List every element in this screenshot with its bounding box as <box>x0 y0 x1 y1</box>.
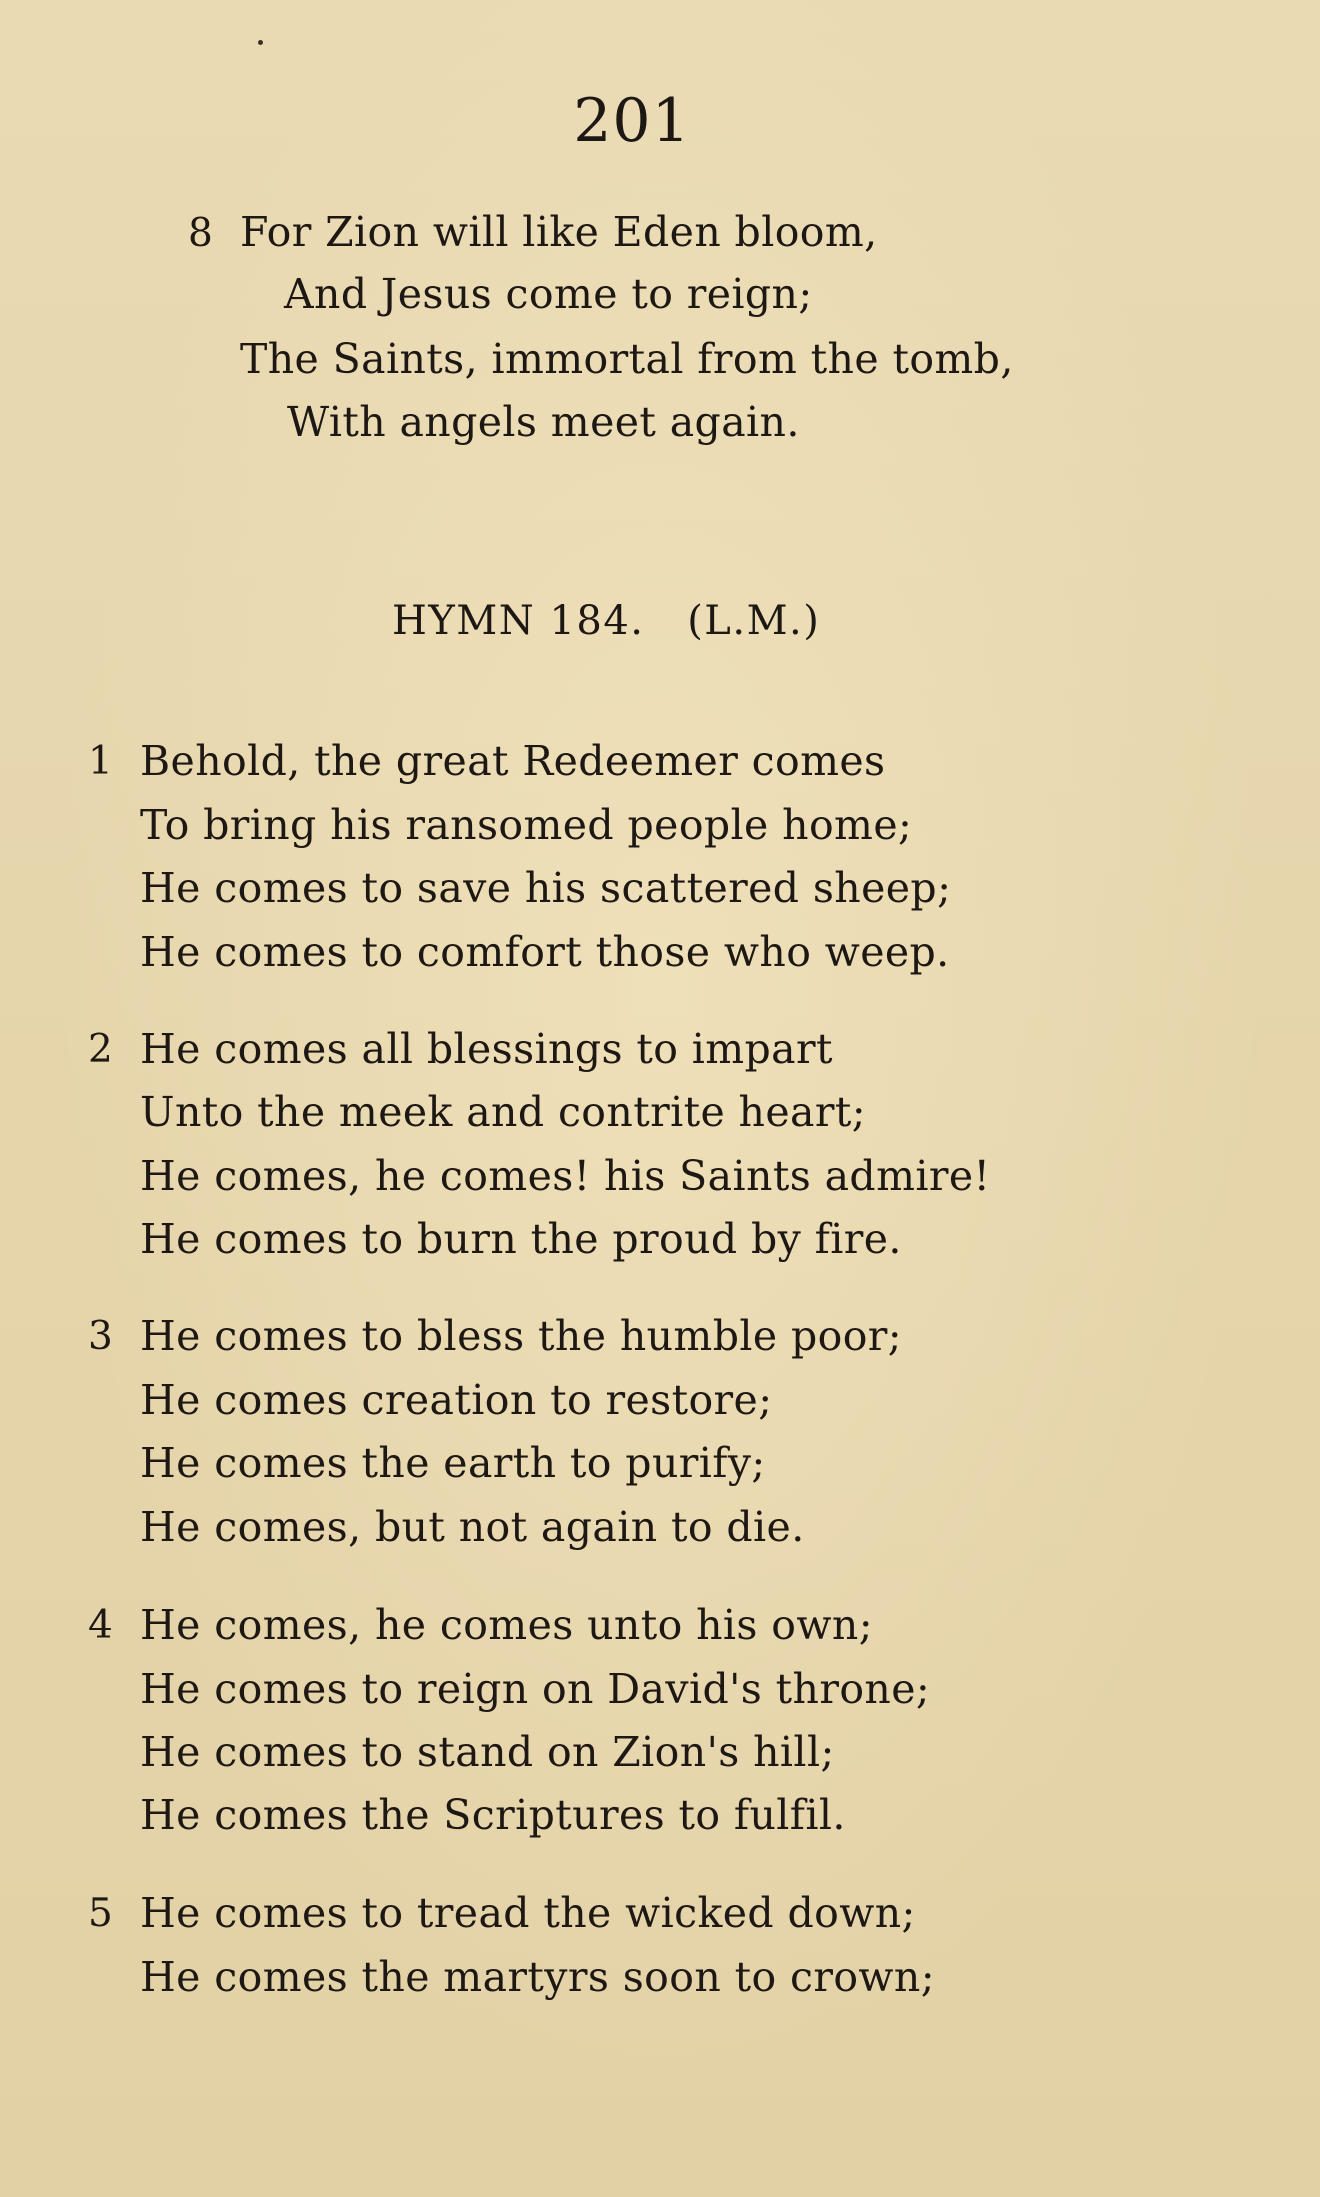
ink-speck <box>258 40 263 45</box>
verse-line: He comes to stand on Zion's hill; <box>140 1728 835 1776</box>
verse-line: He comes to tread the wicked down; <box>140 1889 916 1937</box>
verse-line: For Zion will like Eden bloom, <box>240 208 878 256</box>
verse-line: He comes creation to restore; <box>140 1376 773 1424</box>
verse-number: 3 <box>88 1314 113 1359</box>
verse-line: He comes the earth to purify; <box>140 1439 766 1487</box>
verse-line: Unto the meek and contrite heart; <box>140 1088 866 1136</box>
verse-line: He comes, but not again to die. <box>140 1503 805 1551</box>
verse-number: 1 <box>88 739 113 784</box>
verse-line: He comes the Scriptures to fulfil. <box>140 1791 846 1839</box>
verse-line: He comes to bless the humble poor; <box>140 1312 902 1360</box>
hymn-heading <box>392 598 820 644</box>
verse-line: He comes all blessings to impart <box>140 1025 833 1073</box>
verse-number: 5 <box>88 1891 113 1936</box>
verse-line: He comes to save his scattered sheep; <box>140 864 952 912</box>
hymn-title: HYMN 184. <box>392 598 645 644</box>
verse-line: To bring his ransomed people home; <box>140 801 913 849</box>
verse-line: With angels meet again. <box>287 398 800 446</box>
verse-line: He comes to comfort those who weep. <box>140 928 950 976</box>
verse-line: He comes, he comes! his Saints admire! <box>140 1152 991 1200</box>
verse-line: The Saints, immortal from the tomb, <box>240 335 1014 383</box>
verse-line: He comes to reign on David's throne; <box>140 1665 931 1713</box>
verse-number: 4 <box>88 1603 113 1648</box>
verse-number: 2 <box>88 1027 113 1072</box>
verse-line: He comes the martyrs soon to crown; <box>140 1953 935 2001</box>
verse-line: Behold, the great Redeemer comes <box>140 737 886 785</box>
verse-line: He comes, he comes unto his own; <box>140 1601 873 1649</box>
verse-line: He comes to burn the proud by fire. <box>140 1215 902 1263</box>
verse-number: 8 <box>188 211 213 256</box>
verse-line: And Jesus come to reign; <box>284 270 813 318</box>
hymn-meter: (L.M.) <box>687 598 821 644</box>
page-number: 201 <box>573 86 691 156</box>
